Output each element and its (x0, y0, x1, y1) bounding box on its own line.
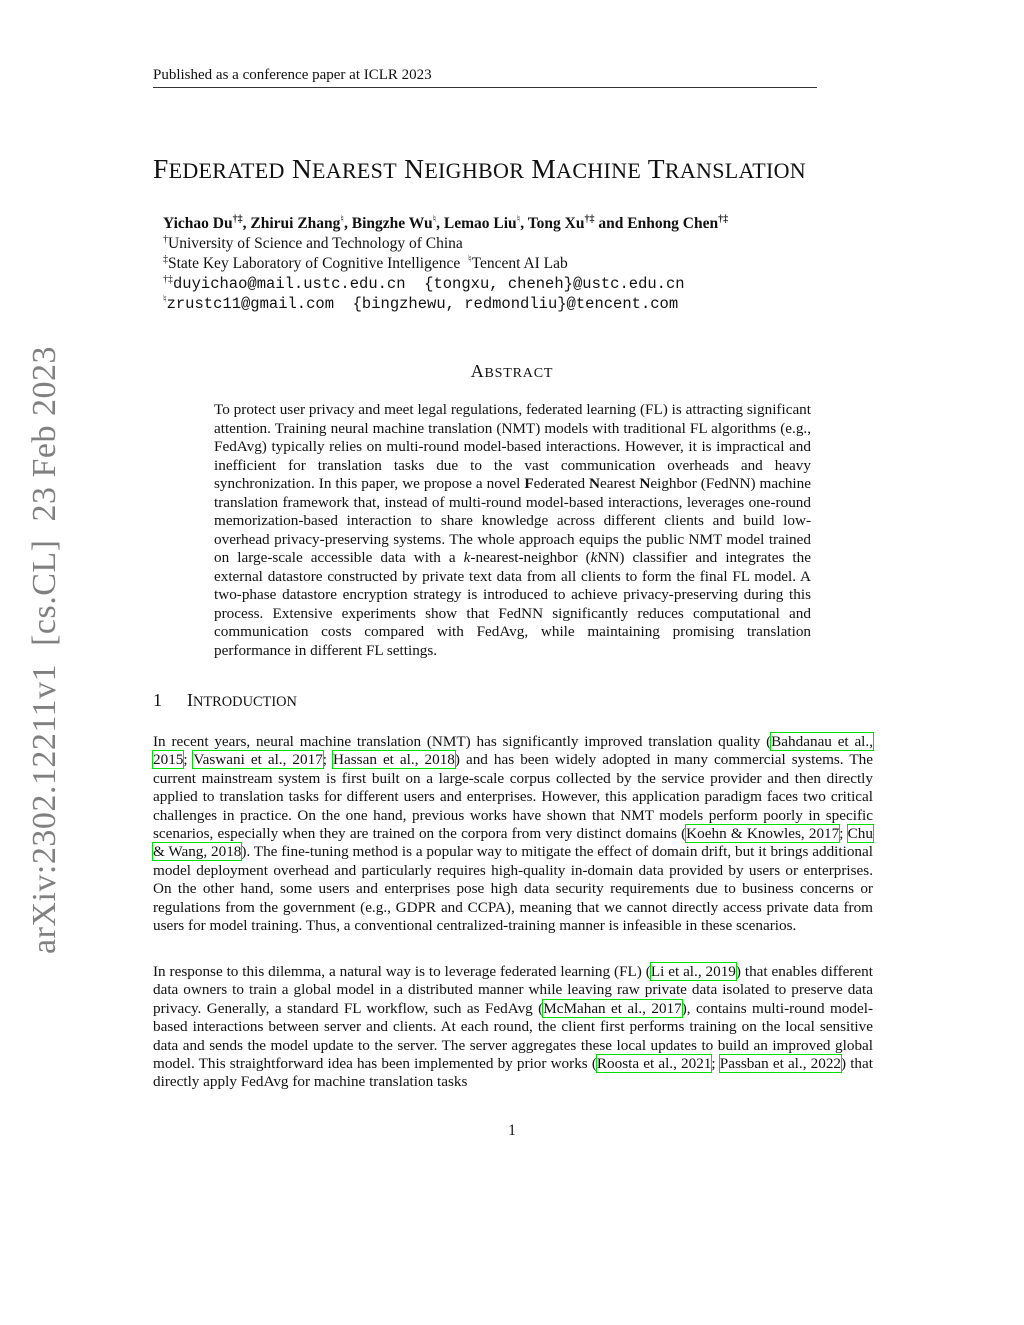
citation-link[interactable]: Li et al., 2019 (650, 963, 736, 980)
title-word: TRANSLATION (647, 153, 806, 184)
section-heading-introduction: 1 INTRODUCTION (153, 690, 297, 710)
email-line-tencent: ♮zrustc11@gmail.com {bingzhewu, redmondliu}@tencent.com (163, 294, 679, 313)
paper-title (153, 152, 873, 188)
title-word: NEIGHBOR (404, 153, 525, 184)
running-header: Published as a conference paper at ICLR 2023 (153, 66, 817, 88)
citation-link[interactable]: Chu & Wang, 2018 (153, 825, 873, 861)
citation-link[interactable]: Vaswani et al., 2017 (193, 751, 323, 769)
author-name: Zhirui Zhang (250, 215, 341, 232)
author-name: Lemao Liu (443, 215, 517, 232)
intro-paragraph-1: In recent years, neural machine translation (NMT) has significantly improved translation quality (Bahdanau et al., 2015; Vaswani et al., 2017; Hassan et al., 2018) and has been widely adopted in many commercial systems. The current mainstream system is first built on a large-scale corpus collected by the service provider and then directly applied to translation tasks for different users and enterprises. However, this application paradigm faces two critical challenges in practice. On the one hand, previous works have shown that NMT models perform poorly in specific scenarios, especially when they are trained on the corpora from very distinct domains (Koehn & Knowles, 2017; Chu & Wang, 2018). The fine-tuning method is a popular way to mitigate the effect of domain drift, but it brings additional model deployment overhead and particularly requires high-quality in-domain data provided by users or enterprises. On the other hand, some users and enterprises pose high data security requirements due to business concerns or regulations from the government (e.g., GDPR and CCPA), meaning that we cannot directly access private data from users for model training. Thus, a conventional centralized-training manner is infeasible in these scenarios. (153, 733, 873, 935)
author-name: Tong Xu (527, 215, 585, 232)
title-word: NEAREST (291, 153, 397, 184)
email-line-ustc: †‡duyichao@mail.ustc.edu.cn {tongxu, cheneh}@ustc.edu.cn (163, 274, 685, 293)
affiliation-ustc: †University of Science and Technology of China (163, 234, 463, 252)
page-number: 1 (508, 1122, 516, 1139)
title-word: MACHINE (531, 153, 642, 184)
title-word: FEDERATED (153, 153, 285, 184)
intro-paragraph-2: In response to this dilemma, a natural way is to leverage federated learning (FL) (Li et al., 2019) that enables different data owners to train a global model in a distributed manner while leaving raw private data isolated to preserve data privacy. Generally, a standard FL workflow, such as FedAvg (McMahan et al., 2017), contains multi-round model-based interactions between server and clients. At each round, the client first performs training on the local sensitive data and sends the model update to the server. The server aggregates these local updates to build an improved global model. This straightforward idea has been implemented by prior works (Roosta et al., 2021; Passban et al., 2022) that directly apply FedAvg for machine translation tasks (153, 963, 873, 1091)
author-name: Enhong Chen (627, 215, 719, 232)
abstract-heading: ABSTRACT (470, 361, 554, 381)
citation-link[interactable]: Bahdanau et al., 2015 (153, 733, 873, 769)
citation-link[interactable]: McMahan et al., 2017 (543, 999, 682, 1017)
author-name: Yichao Du (163, 215, 233, 232)
citation-link[interactable]: Hassan et al., 2018 (333, 751, 455, 769)
citation-link[interactable]: Roosta et al., 2021 (596, 1055, 712, 1073)
abstract-body: To protect user privacy and meet legal regulations, federated learning (FL) is attracting significant attention. Training neural machine translation (NMT) models with traditional FL algorithms (e.g., FedAvg) typically relies on multi-round model-based interactions. However, it is impractical and inefficient for translation tasks due to the vast communication overheads and heavy synchronization. In this paper, we propose a novel Federated Nearest Neighbor (FedNN) machine translation framework that, instead of multi-round model-based interactions, leverages one-round memorization-based interaction to share knowledge across different clients and build low-overhead privacy-preserving systems. The whole approach equips the public NMT model trained on large-scale accessible data with a k-nearest-neighbor (kNN) classifier and integrates the external datastore constructed by private text data from all clients to form the final FL model. A two-phase datastore encryption strategy is introduced to achieve privacy-preserving during this process. Extensive experiments show that FedNN significantly reduces computational and communication costs compared with FedAvg, while maintaining promising translation performance in different FL settings. (214, 401, 811, 659)
author-list: Yichao Du†‡, Zhirui Zhang♮, Bingzhe Wu♮, Lemao Liu♮, Tong Xu†‡ and Enhong Chen†‡ (163, 214, 729, 232)
affiliation-lab: ‡State Key Laboratory of Cognitive Intelligence ♮Tencent AI Lab (163, 254, 568, 272)
citation-link[interactable]: Koehn & Knowles, 2017 (686, 825, 840, 843)
author-name: Bingzhe Wu (351, 215, 433, 232)
citation-link[interactable]: Passban et al., 2022 (719, 1055, 842, 1073)
